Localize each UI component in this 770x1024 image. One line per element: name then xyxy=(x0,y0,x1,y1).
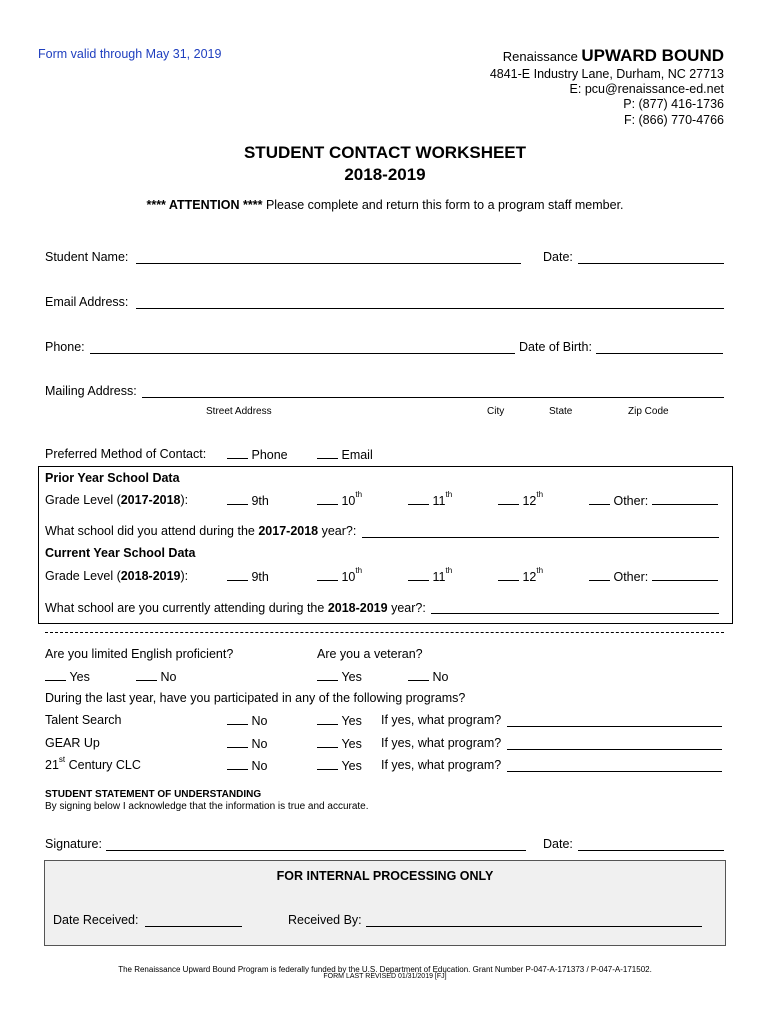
gear-yes[interactable] xyxy=(317,736,362,751)
prior-grade-other[interactable] xyxy=(589,493,718,508)
funding-note: The Renaissance Upward Bound Program is federally funded by the U.S. Department of Education. Grant Number P-047-A-171373 / P-047-A-171502. xyxy=(118,965,652,974)
prior-grade-label xyxy=(45,493,188,507)
current-grade-11-sup: th xyxy=(445,566,453,575)
current-grade-12-sup: th xyxy=(536,566,544,575)
current-grade-9-label: 9th xyxy=(251,570,269,584)
english-question: Are you limited English proficient? xyxy=(45,647,234,661)
org-prefix: Renaissance xyxy=(502,49,578,64)
current-school-post: year?: xyxy=(387,601,426,615)
dob-field[interactable] xyxy=(596,353,723,354)
prior-school-pre: What school did you attend during the xyxy=(45,524,259,538)
program-talent-search: Talent Search xyxy=(45,713,122,727)
program-gear-up: GEAR Up xyxy=(45,736,100,750)
clc-yes[interactable] xyxy=(317,758,362,773)
prior-grade-other-field[interactable] xyxy=(652,493,718,505)
state-caption: State xyxy=(549,406,573,417)
dashed-divider xyxy=(45,632,724,633)
org-name: UPWARD BOUND xyxy=(581,46,724,65)
veteran-yes[interactable] xyxy=(317,669,362,684)
clc-yes-label: Yes xyxy=(341,759,362,773)
current-school-pre: What school are you currently attending during the xyxy=(45,601,328,615)
date-received-field[interactable] xyxy=(145,926,242,927)
dob-label: Date of Birth: xyxy=(519,340,592,354)
page-title: STUDENT CONTACT WORKSHEET xyxy=(243,143,527,162)
mailing-label: Mailing Address: xyxy=(45,384,137,398)
talent-program-field[interactable] xyxy=(507,726,722,727)
prior-grade-12[interactable] xyxy=(498,490,544,508)
date-label: Date: xyxy=(543,250,573,264)
prior-grade-11[interactable] xyxy=(408,490,453,508)
current-school-field[interactable] xyxy=(431,613,719,614)
prior-grade-pre: Grade Level ( xyxy=(45,493,121,507)
phone-field[interactable] xyxy=(90,353,515,354)
attention-line xyxy=(0,198,770,212)
internal-title: FOR INTERNAL PROCESSING ONLY xyxy=(276,869,494,883)
statement-text: By signing below I acknowledge that the information is true and accurate. xyxy=(45,801,369,812)
veteran-yes-label: Yes xyxy=(341,670,362,684)
prior-grade-12-sup: th xyxy=(536,490,544,499)
prior-grade-9-label: 9th xyxy=(251,494,269,508)
signature-date-field[interactable] xyxy=(578,850,724,851)
date-field[interactable] xyxy=(578,263,724,264)
programs-question: During the last year, have you participated in any of the following programs? xyxy=(45,691,466,705)
clc-name: Century CLC xyxy=(65,758,141,772)
email-label: Email Address: xyxy=(45,295,129,309)
prior-grade-12-label: 12 xyxy=(522,494,537,508)
prior-grade-post: ): xyxy=(180,493,189,507)
veteran-no-label: No xyxy=(432,670,449,684)
org-phone: P: (877) 416-1736 xyxy=(623,97,724,112)
prior-grade-year: 2017-2018 xyxy=(120,493,181,507)
clc-program-field[interactable] xyxy=(507,771,722,772)
gear-yes-label: Yes xyxy=(341,737,362,751)
org-header xyxy=(503,46,724,66)
veteran-question: Are you a veteran? xyxy=(317,647,423,661)
date-received-label: Date Received: xyxy=(53,913,139,927)
current-grade-pre: Grade Level ( xyxy=(45,569,121,583)
signature-field[interactable] xyxy=(106,850,526,851)
gear-program-field[interactable] xyxy=(507,749,722,750)
page-subtitle-year: 2018-2019 xyxy=(344,165,426,184)
attention-text: Please complete and return this form to a program staff member. xyxy=(262,198,624,212)
english-no[interactable] xyxy=(136,669,176,684)
current-grade-12[interactable] xyxy=(498,566,544,584)
current-grade-other-field[interactable] xyxy=(652,569,718,581)
talent-no[interactable] xyxy=(227,713,267,728)
contact-email-label: Email xyxy=(341,448,373,462)
clc-sup: st xyxy=(58,755,66,764)
contact-email-option[interactable] xyxy=(317,447,373,462)
prior-school-label xyxy=(45,524,356,538)
current-grade-label xyxy=(45,569,188,583)
prior-grade-9[interactable] xyxy=(227,493,269,508)
contact-phone-label: Phone xyxy=(251,448,288,462)
current-grade-other[interactable] xyxy=(589,569,718,584)
prior-school-field[interactable] xyxy=(362,537,719,538)
current-grade-post: ): xyxy=(180,569,189,583)
veteran-no[interactable] xyxy=(408,669,448,684)
mailing-field[interactable] xyxy=(142,397,724,398)
current-grade-11-label: 11 xyxy=(432,570,446,584)
prior-grade-other-label: Other: xyxy=(613,494,649,508)
org-fax: F: (866) 770-4766 xyxy=(623,112,724,127)
talent-yes-label: Yes xyxy=(341,714,362,728)
prior-school-year: 2017-2018 xyxy=(258,524,319,538)
student-name-label: Student Name: xyxy=(45,250,129,264)
english-no-label: No xyxy=(160,670,177,684)
prior-grade-11-label: 11 xyxy=(432,494,446,508)
org-contact xyxy=(490,67,724,128)
current-school-label xyxy=(45,601,426,615)
current-grade-other-label: Other: xyxy=(613,570,649,584)
contact-phone-blank[interactable] xyxy=(227,447,248,459)
english-yes-label: Yes xyxy=(69,670,90,684)
prior-grade-10-label: 10 xyxy=(341,494,356,508)
current-grade-year: 2018-2019 xyxy=(120,569,181,583)
clc-no[interactable] xyxy=(227,758,267,773)
email-field[interactable] xyxy=(136,308,724,309)
talent-no-label: No xyxy=(251,714,268,728)
current-grade-10-label: 10 xyxy=(341,570,356,584)
current-grade-10-sup: th xyxy=(355,566,363,575)
talent-yes[interactable] xyxy=(317,713,362,728)
current-grade-9[interactable] xyxy=(227,569,269,584)
prior-heading: Prior Year School Data xyxy=(45,471,180,485)
signature-label: Signature: xyxy=(45,837,102,851)
current-grade-12-label: 12 xyxy=(522,570,537,584)
prior-grade-10[interactable] xyxy=(317,490,363,508)
org-address: 4841-E Industry Lane, Durham, NC 27713 xyxy=(489,67,724,81)
english-yes[interactable] xyxy=(45,669,90,684)
clc-no-label: No xyxy=(251,759,268,773)
current-grade-11[interactable] xyxy=(408,566,453,584)
received-by-label: Received By: xyxy=(288,913,362,927)
current-grade-10[interactable] xyxy=(317,566,363,584)
prior-grade-11-sup: th xyxy=(445,490,453,499)
gear-no-label: No xyxy=(251,737,268,751)
statement-heading: STUDENT STATEMENT OF UNDERSTANDING xyxy=(45,789,262,800)
contact-method-label: Preferred Method of Contact: xyxy=(45,447,207,461)
form-valid-date: Form valid through May 31, 2019 xyxy=(38,47,222,61)
gear-no[interactable] xyxy=(227,736,267,751)
received-by-field[interactable] xyxy=(366,926,702,927)
talent-if-yes-label: If yes, what program? xyxy=(381,713,502,727)
revision-note: FORM LAST REVISED 01/31/2019 [FJ] xyxy=(323,973,447,980)
clc-number: 21 xyxy=(45,758,59,772)
zip-caption: Zip Code xyxy=(628,406,669,417)
gear-if-yes-label: If yes, what program? xyxy=(381,736,502,750)
contact-phone-option[interactable] xyxy=(227,447,288,462)
phone-label: Phone: xyxy=(45,340,85,354)
program-21st-century-clc xyxy=(45,755,141,772)
signature-date-label: Date: xyxy=(543,837,573,851)
org-email: E: pcu@renaissance-ed.net xyxy=(569,82,724,97)
city-caption: City xyxy=(487,406,505,417)
student-name-field[interactable] xyxy=(136,263,521,264)
clc-if-yes-label: If yes, what program? xyxy=(381,758,502,772)
prior-school-post: year?: xyxy=(318,524,357,538)
street-caption: Street Address xyxy=(206,406,272,417)
prior-grade-10-sup: th xyxy=(355,490,363,499)
attention-label: **** ATTENTION **** xyxy=(146,198,263,212)
current-school-year: 2018-2019 xyxy=(327,601,388,615)
current-heading: Current Year School Data xyxy=(45,546,196,560)
contact-email-blank[interactable] xyxy=(317,447,338,459)
